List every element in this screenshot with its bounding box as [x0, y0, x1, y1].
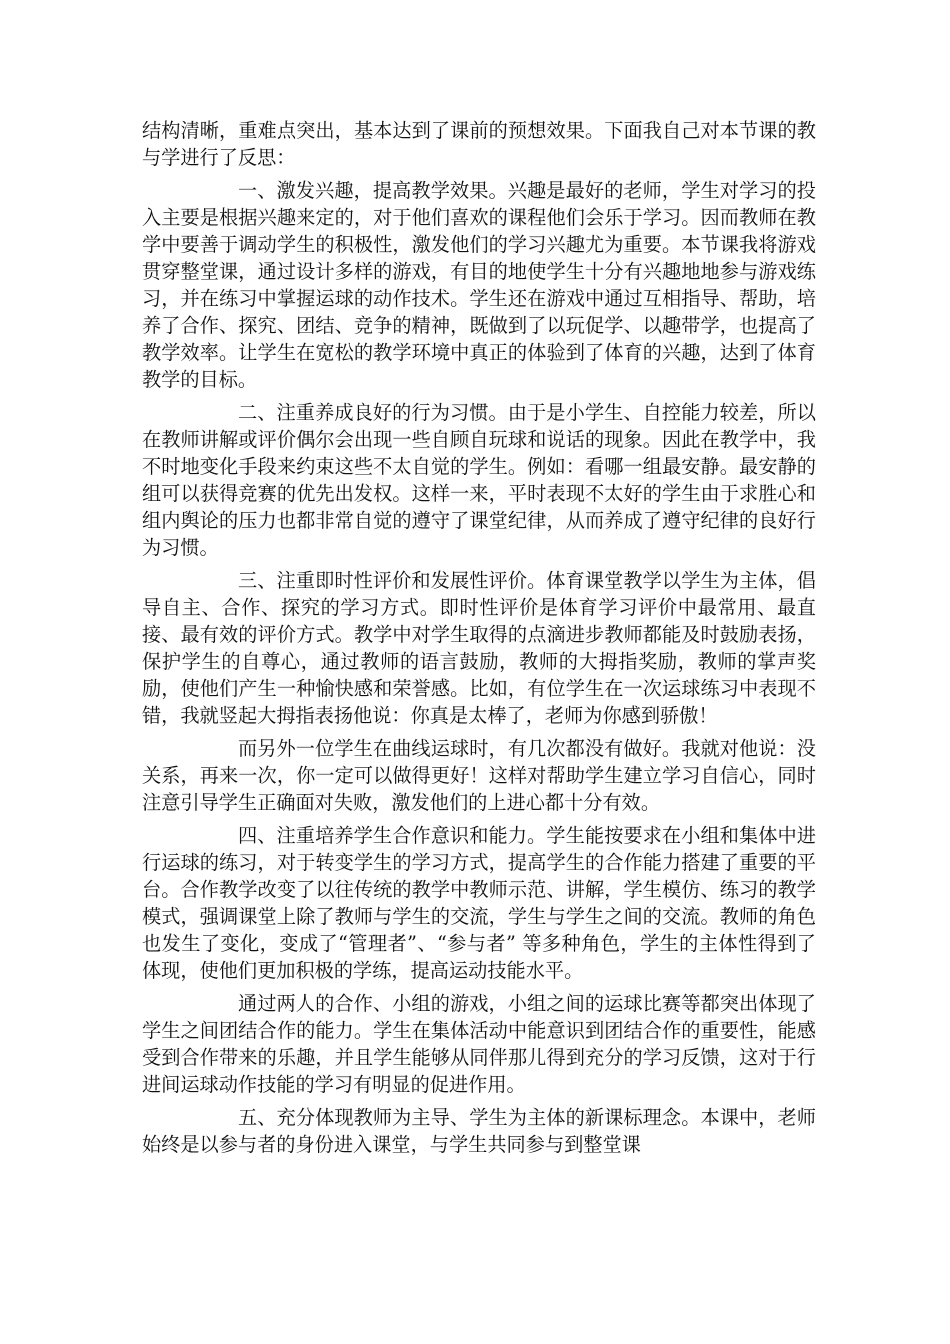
- paragraph-section-3-continued: 而另外一位学生在曲线运球时，有几次都没有做好。我就对他说：没关系，再来一次，你一定可以做得更好！这样对帮助学生建立学习自信心，同时注意引导学生正确面对失败，激发他们的上进心都十分有效。: [142, 737, 816, 814]
- paragraph-section-2: 二、注重养成良好的行为习惯。由于是小学生、自控能力较差，所以在教师讲解或评价偶尔会出现一些自顾自玩球和说话的现象。因此在教学中，我不时地变化手段来约束这些不太自觉的学生。例如：看哪一组最安静。最安静的组可以获得竞赛的优先出发权。这样一来，平时表现不太好的学生由于求胜心和组内舆论的压力也都非常自觉的遵守了课堂纪律，从而养成了遵守纪律的良好行为习惯。: [142, 401, 816, 559]
- document-page: [142, 117, 816, 1164]
- paragraph-section-5: 五、充分体现教师为主导、学生为主体的新课标理念。本课中，老师始终是以参与者的身份进入课堂，与学生共同参与到整堂课: [142, 1106, 816, 1156]
- paragraph-section-3: 三、注重即时性评价和发展性评价。体育课堂教学以学生为主体，倡导自主、合作、探究的学习方式。即时性评价是体育学习评价中最常用、最直接、最有效的评价方式。教学中对学生取得的点滴进步教师都能及时鼓励表扬，保护学生的自尊心，通过教师的语言鼓励，教师的大拇指奖励，教师的掌声奖励，使他们产生一种愉快感和荣誉感。比如，有位学生在一次运球练习中表现不错，我就竖起大拇指表扬他说：你真是太棒了，老师为你感到骄傲！: [142, 569, 816, 727]
- paragraph-intro: 结构清晰，重难点突出，基本达到了课前的预想效果。下面我自己对本节课的教与学进行了反思：: [142, 119, 816, 169]
- paragraph-section-4-continued: 通过两人的合作、小组的游戏，小组之间的运球比赛等都突出体现了学生之间团结合作的能力。学生在集体活动中能意识到团结合作的重要性，能感受到合作带来的乐趣，并且学生能够从同伴那儿得到充分的学习反馈，这对于行进间运球动作技能的学习有明显的促进作用。: [142, 992, 816, 1096]
- paragraph-section-1: 一、激发兴趣，提高教学效果。兴趣是最好的老师，学生对学习的投入主要是根据兴趣来定的，对于他们喜欢的课程他们会乐于学习。因而教师在教学中要善于调动学生的积极性，激发他们的学习兴趣尤为重要。本节课我将游戏贯穿整堂课，通过设计多样的游戏，有目的地使学生十分有兴趣地地参与游戏练习，并在练习中掌握运球的动作技术。学生还在游戏中通过互相指导、帮助，培养了合作、探究、团结、竞争的精神，既做到了以玩促学、以趣带学，也提高了教学效率。让学生在宽松的教学环境中真正的体验到了体育的兴趣，达到了体育教学的目标。: [142, 179, 816, 391]
- paragraph-section-4: 四、注重培养学生合作意识和能力。学生能按要求在小组和集体中进行运球的练习，对于转变学生的学习方式，提高学生的合作能力搭建了重要的平台。合作教学改变了以往传统的教学中教师示范、讲解，学生模仿、练习的教学模式，强调课堂上除了教师与学生的交流，学生与学生之间的交流。教师的角色也发生了变化，变成了“管理者”、“参与者” 等多种角色，学生的主体性得到了体现，使他们更加积极的学练，提高运动技能水平。: [142, 824, 816, 982]
